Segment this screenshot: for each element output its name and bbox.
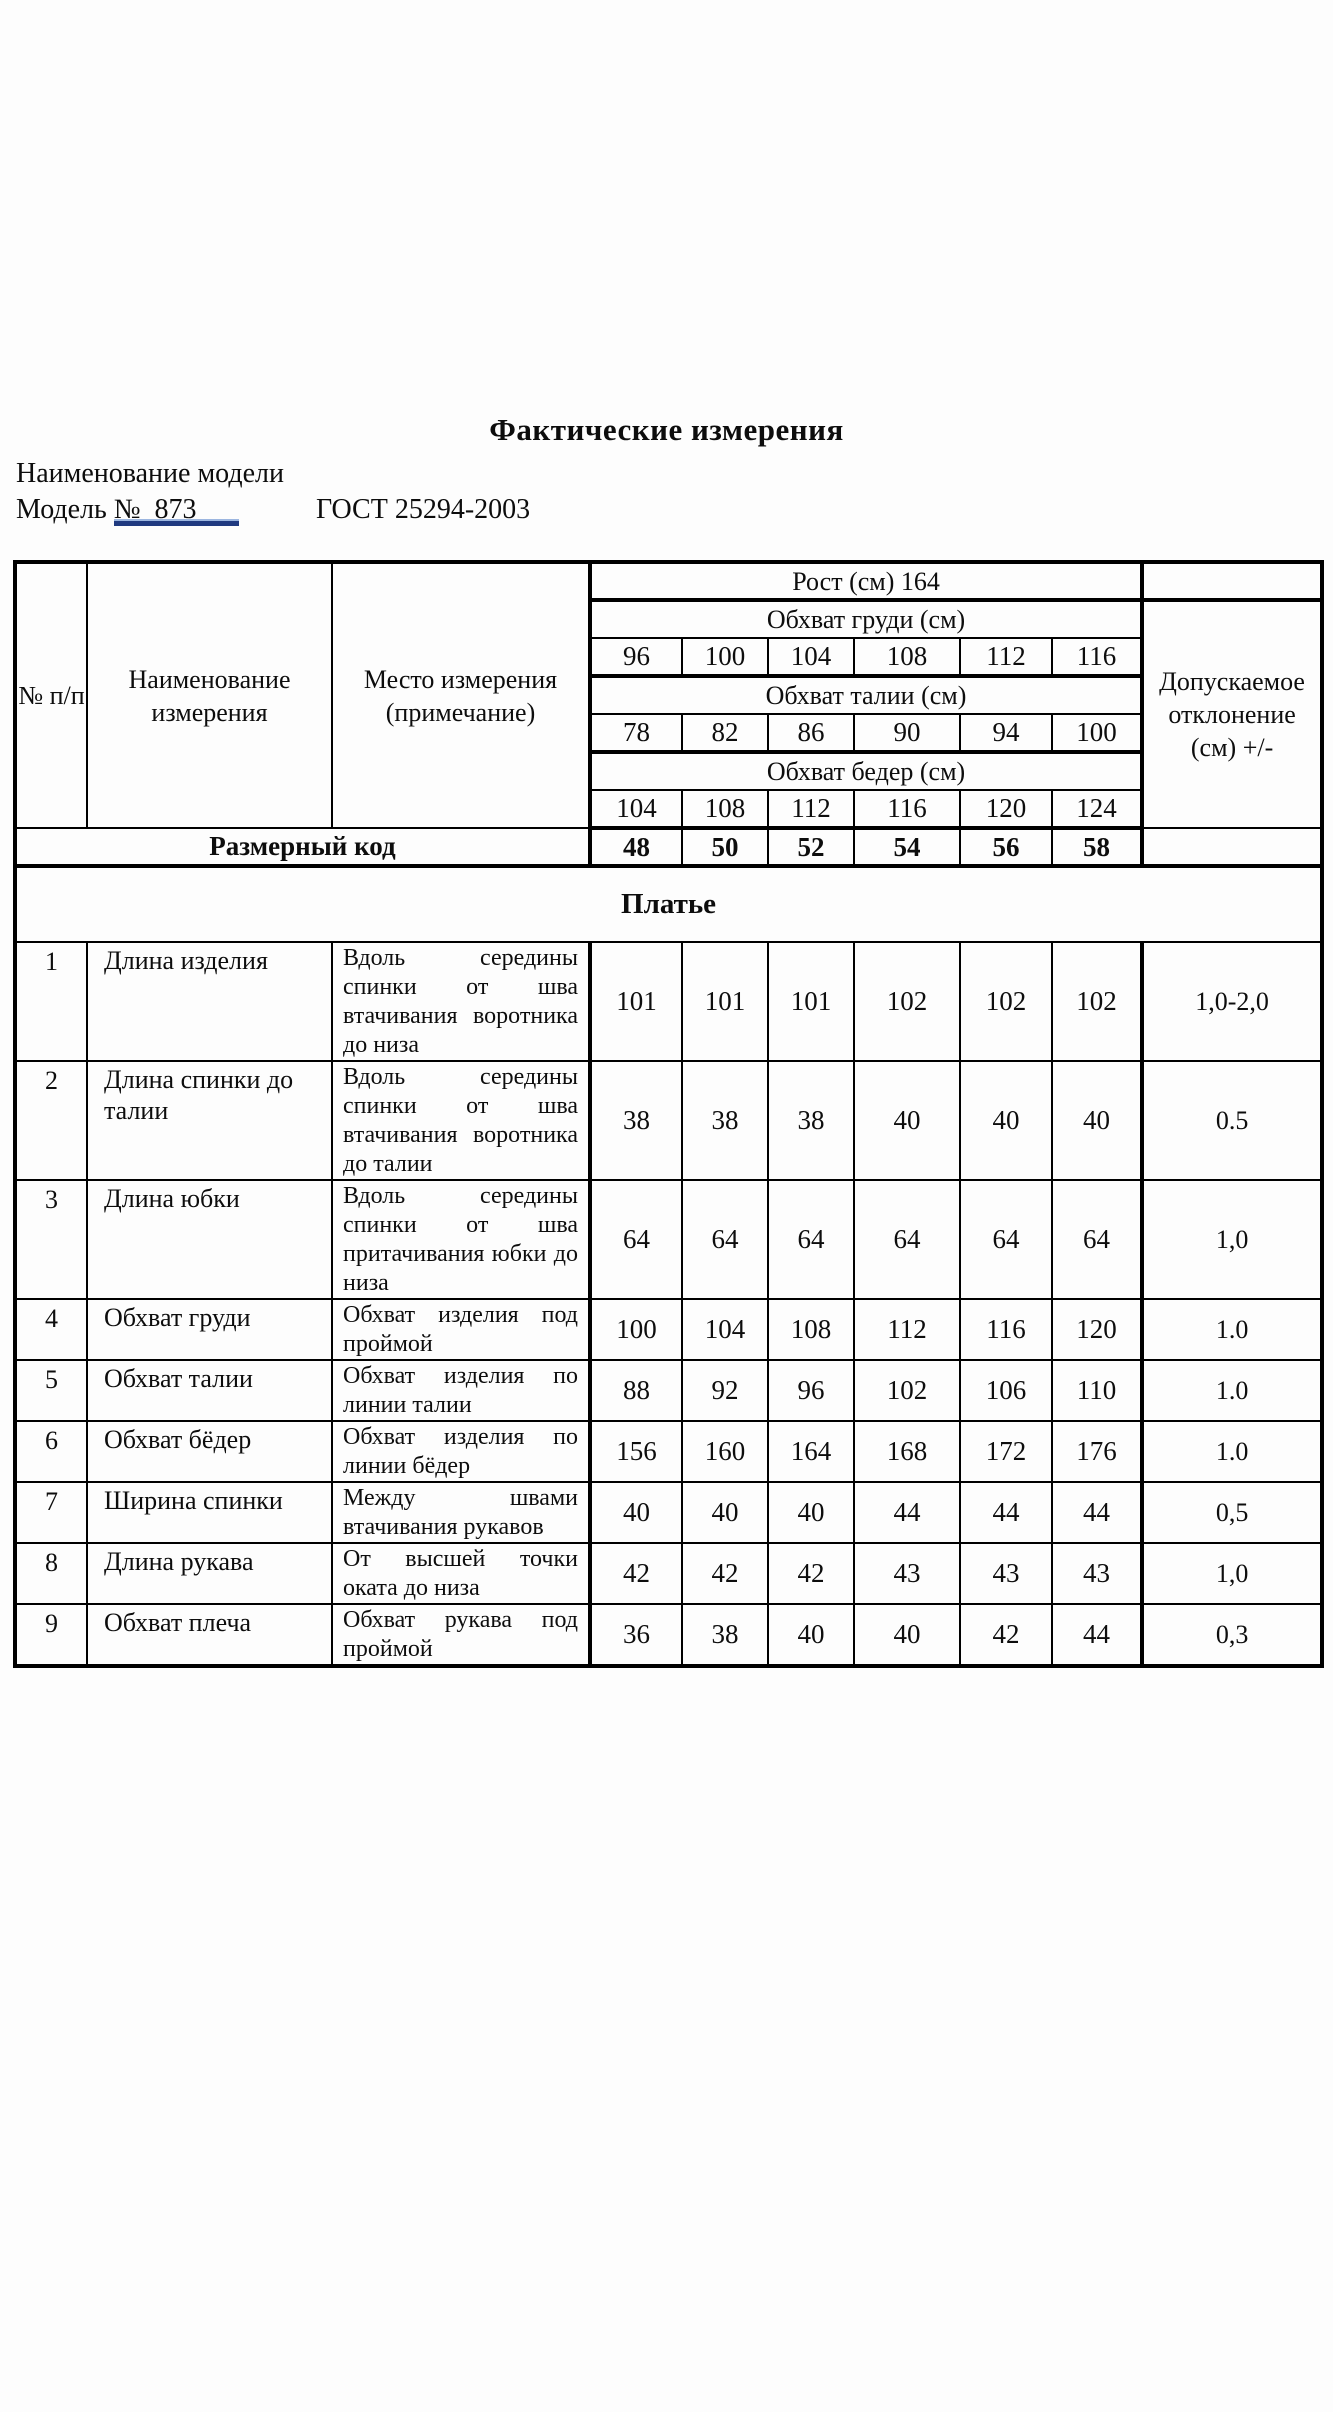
row-value: 38: [768, 1061, 854, 1180]
row-value: 43: [854, 1543, 960, 1604]
row-name: Длина спинки до талии: [87, 1061, 332, 1180]
header-tolerance-top-empty: [1142, 562, 1322, 600]
header-chest-label: Обхват груди (см): [590, 600, 1142, 638]
row-value: 156: [590, 1421, 682, 1482]
row-place: Обхват изделия по линии бёдер: [332, 1421, 590, 1482]
size-code-tolerance-empty: [1142, 828, 1322, 866]
row-value: 64: [960, 1180, 1052, 1299]
size-code: 54: [854, 828, 960, 866]
chest-size: 108: [854, 638, 960, 676]
page-title: Фактические измерения: [489, 412, 844, 447]
hips-size: 116: [854, 790, 960, 828]
model-name-label: Наименование модели: [16, 458, 284, 489]
row-name: Ширина спинки: [87, 1482, 332, 1543]
hips-size: 120: [960, 790, 1052, 828]
row-value: 38: [682, 1061, 768, 1180]
row-tolerance: 1,0: [1142, 1543, 1322, 1604]
model-prefix: Модель: [16, 494, 114, 525]
col-header-name: Наименование измерения: [87, 562, 332, 828]
row-name: Обхват талии: [87, 1360, 332, 1421]
row-num: 4: [15, 1299, 87, 1360]
table-row: [15, 1180, 1322, 1299]
table-row: [15, 1543, 1322, 1604]
row-tolerance: 1.0: [1142, 1421, 1322, 1482]
row-value: 172: [960, 1421, 1052, 1482]
row-value: 168: [854, 1421, 960, 1482]
row-value: 42: [682, 1543, 768, 1604]
size-code-label: Размерный код: [15, 828, 590, 866]
gost-standard: ГОСТ 25294-2003: [316, 494, 531, 525]
row-value: 44: [960, 1482, 1052, 1543]
row-value: 38: [682, 1604, 768, 1666]
row-value: 112: [854, 1299, 960, 1360]
row-value: 108: [768, 1299, 854, 1360]
row-value: 40: [590, 1482, 682, 1543]
row-value: 40: [682, 1482, 768, 1543]
row-tolerance: 1,0-2,0: [1142, 942, 1322, 1061]
row-value: 64: [854, 1180, 960, 1299]
waist-size: 94: [960, 714, 1052, 752]
waist-size: 86: [768, 714, 854, 752]
row-place: Обхват изделия под проймой: [332, 1299, 590, 1360]
row-value: 40: [854, 1604, 960, 1666]
waist-size: 90: [854, 714, 960, 752]
row-value: 64: [682, 1180, 768, 1299]
row-value: 102: [960, 942, 1052, 1061]
row-value: 101: [590, 942, 682, 1061]
row-name: Обхват плеча: [87, 1604, 332, 1666]
header-rost: Рост (см) 164: [590, 562, 1142, 600]
table-row: [15, 1421, 1322, 1482]
row-value: 64: [768, 1180, 854, 1299]
row-num: 2: [15, 1061, 87, 1180]
row-value: 40: [768, 1482, 854, 1543]
row-place: От высшей точки оката до низа: [332, 1543, 590, 1604]
row-value: 92: [682, 1360, 768, 1421]
row-place: Обхват изделия по линии талии: [332, 1360, 590, 1421]
row-value: 43: [1052, 1543, 1142, 1604]
row-place: Вдоль середины спинки от шва притачивания юбки до низа: [332, 1180, 590, 1299]
row-value: 176: [1052, 1421, 1142, 1482]
size-code: 58: [1052, 828, 1142, 866]
row-value: 64: [590, 1180, 682, 1299]
row-tolerance: 0,5: [1142, 1482, 1322, 1543]
chest-size: 116: [1052, 638, 1142, 676]
row-tolerance: 0.5: [1142, 1061, 1322, 1180]
row-value: 106: [960, 1360, 1052, 1421]
row-name: Обхват бёдер: [87, 1421, 332, 1482]
hips-size: 104: [590, 790, 682, 828]
chest-size: 104: [768, 638, 854, 676]
row-place: Обхват рукава под проймой: [332, 1604, 590, 1666]
row-tolerance: 1.0: [1142, 1299, 1322, 1360]
hips-size: 108: [682, 790, 768, 828]
waist-size: 78: [590, 714, 682, 752]
table-row: [15, 942, 1322, 1061]
table-row: [15, 1604, 1322, 1666]
row-value: 120: [1052, 1299, 1142, 1360]
section-row: [15, 866, 1322, 942]
row-num: 6: [15, 1421, 87, 1482]
model-number-underlined: № 873: [114, 494, 239, 526]
row-value: 101: [682, 942, 768, 1061]
size-code: 56: [960, 828, 1052, 866]
size-code-row: [15, 828, 1322, 866]
row-value: 110: [1052, 1360, 1142, 1421]
row-value: 102: [1052, 942, 1142, 1061]
hips-size: 112: [768, 790, 854, 828]
size-code: 52: [768, 828, 854, 866]
row-value: 96: [768, 1360, 854, 1421]
row-name: Длина рукава: [87, 1543, 332, 1604]
chest-size: 112: [960, 638, 1052, 676]
row-value: 44: [1052, 1482, 1142, 1543]
hips-size: 124: [1052, 790, 1142, 828]
row-value: 116: [960, 1299, 1052, 1360]
row-value: 44: [854, 1482, 960, 1543]
header-hips-label: Обхват бедер (см): [590, 752, 1142, 790]
row-num: 1: [15, 942, 87, 1061]
row-place: Вдоль середины спинки от шва втачивания воротника до талии: [332, 1061, 590, 1180]
row-value: 38: [590, 1061, 682, 1180]
waist-size: 100: [1052, 714, 1142, 752]
row-name: Длина юбки: [87, 1180, 332, 1299]
row-name: Длина изделия: [87, 942, 332, 1061]
col-header-place: Место измерения (примечание): [332, 562, 590, 828]
row-value: 42: [960, 1604, 1052, 1666]
measurements-table: [13, 560, 1324, 1668]
table-row: [15, 1299, 1322, 1360]
size-code: 50: [682, 828, 768, 866]
row-tolerance: 0,3: [1142, 1604, 1322, 1666]
row-place: Вдоль середины спинки от шва втачивания воротника до низа: [332, 942, 590, 1061]
waist-size: 82: [682, 714, 768, 752]
header-waist-label: Обхват талии (см): [590, 676, 1142, 714]
model-line: [16, 494, 1333, 534]
row-num: 9: [15, 1604, 87, 1666]
row-value: 40: [768, 1604, 854, 1666]
header-row-rost: [15, 562, 1322, 600]
row-value: 104: [682, 1299, 768, 1360]
table-row: [15, 1360, 1322, 1421]
row-num: 7: [15, 1482, 87, 1543]
row-value: 101: [768, 942, 854, 1061]
row-num: 5: [15, 1360, 87, 1421]
chest-size: 96: [590, 638, 682, 676]
chest-size: 100: [682, 638, 768, 676]
row-value: 102: [854, 1360, 960, 1421]
table-row: [15, 1061, 1322, 1180]
row-num: 8: [15, 1543, 87, 1604]
row-tolerance: 1,0: [1142, 1180, 1322, 1299]
row-value: 40: [854, 1061, 960, 1180]
row-value: 44: [1052, 1604, 1142, 1666]
row-value: 164: [768, 1421, 854, 1482]
row-value: 42: [768, 1543, 854, 1604]
col-header-tolerance: Допускаемое отклонение (см) +/-: [1142, 600, 1322, 828]
section-title: Платье: [15, 866, 1322, 942]
row-place: Между швами втачивания рукавов: [332, 1482, 590, 1543]
row-value: 40: [960, 1061, 1052, 1180]
size-code: 48: [590, 828, 682, 866]
row-value: 64: [1052, 1180, 1142, 1299]
row-tolerance: 1.0: [1142, 1360, 1322, 1421]
row-value: 42: [590, 1543, 682, 1604]
row-value: 36: [590, 1604, 682, 1666]
row-name: Обхват груди: [87, 1299, 332, 1360]
row-value: 102: [854, 942, 960, 1061]
row-value: 40: [1052, 1061, 1142, 1180]
row-value: 43: [960, 1543, 1052, 1604]
row-value: 160: [682, 1421, 768, 1482]
row-num: 3: [15, 1180, 87, 1299]
col-header-num: № п/п: [15, 562, 87, 828]
row-value: 88: [590, 1360, 682, 1421]
row-value: 100: [590, 1299, 682, 1360]
table-row: [15, 1482, 1322, 1543]
